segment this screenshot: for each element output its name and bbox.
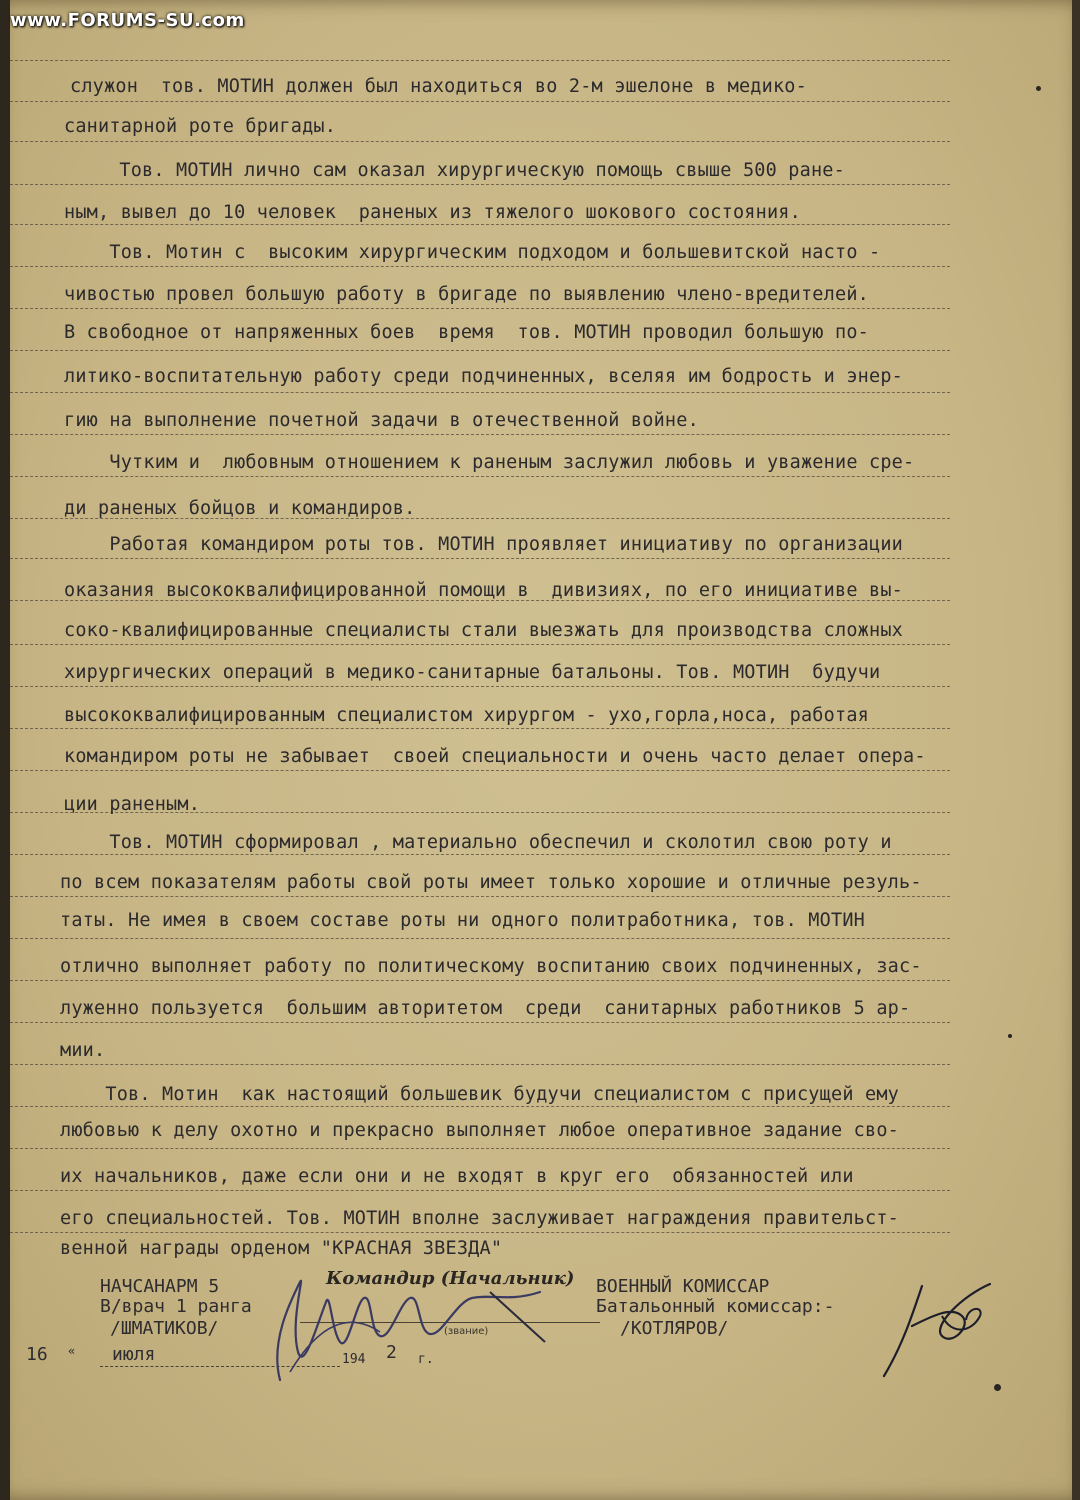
signature-kotlyarov — [872, 1276, 1002, 1386]
ruled-line — [10, 308, 950, 309]
ruled-line — [10, 476, 950, 477]
body-line: Работая командиром роты тов. МОТИН проявляет инициативу по организации — [64, 534, 904, 555]
form-caption-commander: Командир (Начальник) — [326, 1268, 575, 1289]
ruled-line — [10, 854, 950, 855]
date-year-prefix: 194 — [342, 1352, 366, 1367]
signature-shmatikov — [260, 1262, 560, 1388]
body-line: Тов. МОТИН лично сам оказал хирургическую помощь свыше 500 ране- — [74, 160, 845, 181]
ruled-line — [10, 224, 950, 225]
ruled-line — [10, 434, 950, 435]
body-line: командиром роты не забывает своей специальности и очень часто делает опера- — [64, 746, 926, 767]
body-line: любовью к делу охотно и прекрасно выполняет любое оперативное задание сво- — [60, 1120, 900, 1141]
ruled-line — [10, 101, 950, 102]
ruled-line — [10, 980, 950, 981]
ruled-line — [10, 1148, 950, 1149]
date-year-digit: 2 — [386, 1342, 397, 1363]
ruled-line — [10, 392, 950, 393]
body-line: их начальников, даже если они и не входят в круг его обязанностей или — [60, 1166, 854, 1187]
body-line: хирургических операций в медико-санитарные батальоны. Тов. МОТИН будучи — [64, 662, 881, 683]
paper-speck — [1008, 1034, 1012, 1038]
ruled-line — [10, 644, 950, 645]
signer-left-name: /ШМАТИКОВ/ — [110, 1318, 219, 1339]
page-right-edge — [1072, 0, 1080, 1500]
date-month: июля — [112, 1344, 156, 1365]
body-line: ным, вывел до 10 человек раненых из тяжелого шокового состояния. — [64, 202, 801, 223]
page-left-edge — [0, 0, 10, 1500]
ruled-line — [10, 1064, 950, 1065]
ruled-line — [10, 1190, 950, 1191]
signer-left-rank: В/врач 1 ранга — [100, 1296, 252, 1317]
body-line: оказания высококвалифицированной помощи в дивизиях, по его инициативе вы- — [64, 580, 904, 601]
ruled-line — [10, 60, 950, 61]
body-line: отлично выполняет работу по политическому воспитанию своих подчиненных, зас- — [60, 956, 922, 977]
body-line: Тов. Мотин с высоким хирургическим подходом и большевитской насто - — [64, 242, 881, 263]
signer-right-title: ВОЕННЫЙ КОМИССАР — [596, 1276, 770, 1297]
date-year-suffix: г. — [418, 1352, 434, 1367]
body-line: Чутким и любовным отношением к раненым заслужил любовь и уважение сре- — [64, 452, 915, 473]
paper-speck — [1036, 86, 1041, 91]
ruled-line — [10, 141, 950, 142]
date-quote-mark: « — [68, 1344, 76, 1358]
date-day: 16 — [26, 1344, 48, 1365]
signer-right-name: /КОТЛЯРОВ/ — [620, 1318, 729, 1339]
ruled-line — [10, 938, 950, 939]
signer-left-title: НАЧСАНАРМ 5 — [100, 1276, 220, 1297]
body-line: ции раненым. — [64, 794, 201, 815]
ruled-line — [10, 184, 950, 185]
body-line: чивостью провел большую работу в бригаде по выявлению члено-вредителей. — [64, 284, 869, 305]
signer-right-rank: Батальонный комиссар:- — [596, 1296, 835, 1317]
paper-speck — [994, 1384, 1001, 1391]
form-caption-rank: (звание) — [444, 1326, 489, 1337]
ruled-line — [10, 728, 950, 729]
ruled-line — [10, 350, 950, 351]
body-line: служон тов. МОТИН должен был находиться во 2-м эшелоне в медико- — [70, 76, 807, 97]
site-watermark: www.FORUMS-SU.com — [10, 10, 245, 31]
body-line: по всем показателям работы свой роты имеет только хорошие и отличные резуль- — [60, 872, 922, 893]
ruled-line — [10, 770, 950, 771]
ruled-line — [10, 266, 950, 267]
body-line: соко-квалифицированные специалисты стали выезжать для производства сложных — [64, 620, 904, 641]
ruled-line — [10, 558, 950, 559]
body-line: луженно пользуется большим авторитетом среди санитарных работников 5 ар- — [60, 998, 911, 1019]
body-line: его специальностей. Тов. МОТИН вполне заслуживает награждения правительст- — [60, 1208, 900, 1229]
body-line: В свободное от напряженных боев время тов. МОТИН проводил большую по- — [64, 322, 869, 343]
body-line: ди раненых бойцов и командиров. — [64, 498, 416, 519]
body-line: высококвалифицированным специалистом хирургом - ухо,горла,носа, работая — [64, 705, 869, 726]
body-line: Тов. Мотин как настоящий большевик будучи специалистом с присущей ему — [60, 1084, 900, 1105]
body-line: таты. Не имея в своем составе роты ни одного политработника, тов. МОТИН — [60, 910, 865, 931]
ruled-line — [10, 1022, 950, 1023]
body-line: гию на выполнение почетной задачи в отечественной войне. — [64, 410, 699, 431]
ruled-line — [10, 896, 950, 897]
ruled-line — [10, 1232, 950, 1233]
body-line: санитарной роте бригады. — [64, 116, 337, 137]
body-line: мии. — [60, 1040, 106, 1061]
body-line: литико-воспитательную работу среди подчиненных, вселяя им бодрость и энер- — [64, 366, 904, 387]
ruled-line — [10, 1106, 950, 1107]
ruled-line — [10, 686, 950, 687]
body-line: венной награды орденом "КРАСНАЯ ЗВЕЗДА" — [60, 1238, 503, 1259]
body-line: Тов. МОТИН сформировал , материально обеспечил и сколотил свою роту и — [64, 832, 892, 853]
